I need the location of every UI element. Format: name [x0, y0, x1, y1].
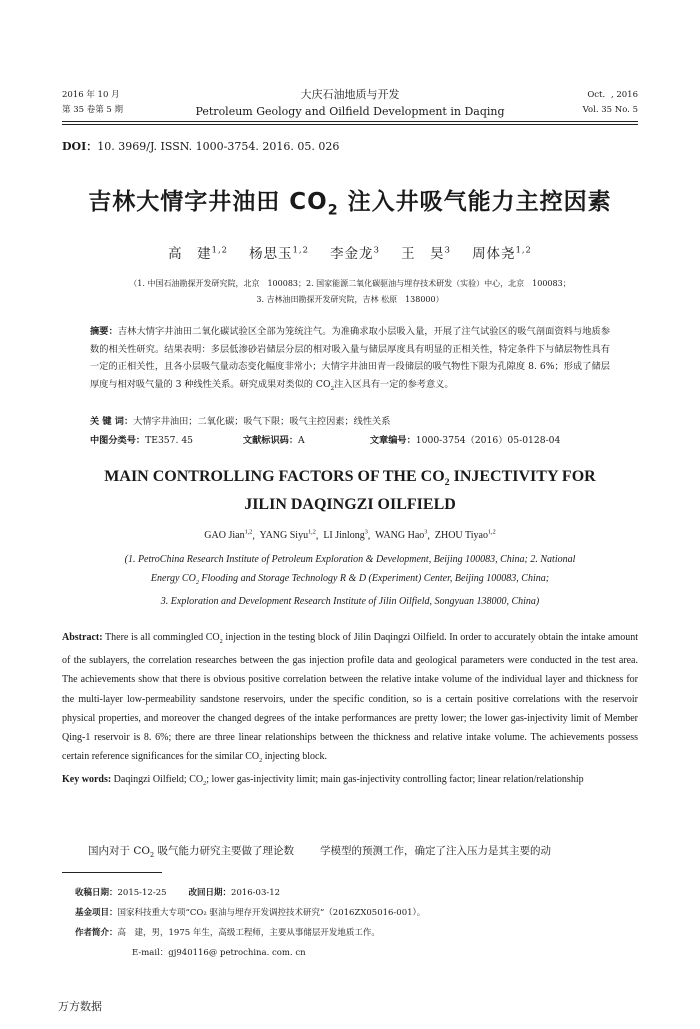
article-no-label: 文章编号： — [369, 435, 416, 446]
journal-name-en: Petroleum Geology and Oilfield Development in Daqing — [195, 105, 505, 118]
author-cn: 王 昊$^3$ — [401, 244, 451, 262]
body-column-right: 学模型的预测工作，确定了注入压力是其主要的动 — [319, 845, 551, 857]
author-cn: 周体尧$^{1,2}$ — [472, 244, 532, 262]
author-en: LI Jinlong$^3$ — [323, 529, 368, 542]
watermark-text: 万方数据 — [58, 1000, 102, 1013]
footnote-dates: 收稿日期：2015-12-25 改回日期：2016-03-12 — [75, 888, 281, 898]
affiliation-cn-line1: （1. 中国石油勘探开发研究院，北京 100083；2. 国家能源二氧化碳驱油与埋存技术研发（实验）中心，北京 100083； — [129, 279, 571, 288]
abstract-cn-text: 吉林大情字井油田二氧化碳试验区全部为笼统注气。为准确求取小层吸入量，开展了注气试验区的吸气剖面资料与地质参数的相关性研究。结果表明：多层低渗砂岩储层分层的相对吸入量与储层厚度具有明显的正相关性，特定条件下与储层物性具有一定的正相关性，且各小层吸气量动态变化幅度非常小；大情字井油田青一段储层的吸气物性下限为孔隙度 8. 6%；形成了储层厚度与相对吸气量的 3 种线性关系。研究成果对类似的 CO — [90, 326, 611, 390]
clc-value: TE357. 45 — [145, 435, 194, 446]
header-volume-cn: 第 35 卷第 5 期 — [62, 105, 124, 115]
footnote-rule — [62, 872, 162, 873]
keywords-cn-text: 大情字井油田；二氧化碳；吸气下限；吸气主控因素；线性关系 — [133, 416, 391, 427]
body-column-left: 国内对于 $CO_2$ 吸气能力研究主要做了理论数 — [88, 845, 294, 860]
footnotes — [75, 883, 635, 963]
author-en: YANG Siyu$^{1,2}$ — [259, 529, 316, 542]
title-cn-part1: 吉林大情字井油田 CO — [88, 189, 328, 215]
authors-en: GAO Jian$^{1,2}$, YANG Siyu$^{1,2}$, LI Jinlong$^3$, WANG Hao$^3$, ZHOU Tiyao$^{1,2}$ — [204, 529, 496, 542]
journal-name-cn: 大庆石油地质与开发 — [300, 88, 400, 101]
affiliation-cn-line2: 3. 吉林油田勘探开发研究院，吉林 松原 138000） — [256, 295, 444, 304]
author-en: WANG Hao$^3$ — [375, 529, 428, 542]
header-date-en: Oct．, 2016 — [587, 90, 638, 100]
header-date-cn: 2016 年 10 月 — [62, 90, 120, 100]
author-en: GAO Jian$^{1,2}$ — [204, 529, 253, 542]
author-cn: 杨思玉$^{1,2}$ — [249, 244, 309, 262]
doi-value: 10. 3969/J. ISSN. 1000-3754. 2016. 05. 026 — [97, 140, 340, 153]
affiliations-cn — [0, 276, 700, 308]
classification-cn — [90, 432, 620, 446]
title-en-line2: JILIN DAQINGZI OILFIELD — [244, 496, 456, 514]
author-cn: 高 建$^{1,2}$ — [168, 244, 228, 262]
abstract-en: Abstract: There is all commingled $CO_2$ injection in the testing block of Jilin Daqingzi Oilfield. In order to accurately obtain the intake amount of the sublayers, the correlation researches between the gas injection profile data and geological parameters were conducted in the test area. The achievements show that there is obvious positive correlation between the relative intake volume of the individual layer and thickness for the multi-layer low-permeability sandstone reservoirs, under the specific condition, so is a certain positive correlations with the reservoir physical properties, and moreover the changed degrees of the intake performances are pretty lower; the lower gas-injectivity limit of Member Qing-1 reservoir is 8. 6%; there are three linear relationships between the thickness and relative intake volume. The achievements possess certain reference significances for the similar $CO_2$ injecting block. Key words: Daqingzi Oilfield; $CO_2$; lower gas-injectivity limit; main gas-injectivity controlling factor; linear relation/relationship — [62, 632, 638, 788]
doi-line — [62, 138, 339, 154]
title-en: MAIN CONTROLLING FACTORS OF THE $CO_2$ INJECTIVITY FOR JILIN DAQINGZI OILFIELD — [0, 466, 700, 516]
body-first-line — [88, 843, 648, 859]
abstract-en-label: Abstract: — [62, 632, 103, 643]
doc-code-label: 文献标识码： — [242, 435, 299, 446]
affiliation-en-line1: (1. PetroChina Research Institute of Petroleum Exploration & Development, Beijing 100083, China; 2. National — [124, 554, 576, 565]
author-cn: 李金龙$^3$ — [330, 244, 380, 262]
footnote-fund: 基金项目：国家科技重大专项“CO₂ 驱油与埋存开发调控技术研究”（2016ZX05016-001）。 — [75, 908, 426, 918]
header-rule-bottom — [62, 124, 638, 125]
keywords-cn-label: 关 键 词： — [90, 416, 134, 427]
keywords-en-label: Key words: — [62, 774, 112, 786]
title-en-line1: MAIN CONTROLLING FACTORS OF THE CO — [104, 468, 445, 485]
keywords-cn — [90, 413, 620, 427]
doi-label: DOI： — [62, 140, 98, 153]
affiliation-en-line2: Energy $CO_2$ Flooding and Storage Technology R & D (Experiment) Center, Beijing 100083, China; — [150, 573, 550, 586]
author-en: ZHOU Tiyao$^{1,2}$ — [434, 529, 496, 542]
authors-cn — [0, 242, 700, 262]
doc-code-value: A — [298, 435, 305, 446]
abstract-cn: 摘要：吉林大情字井油田二氧化碳试验区全部为笼统注气。为准确求取小层吸入量，开展了注气试验区的吸气剖面资料与地质参数的相关性研究。结果表明：多层低渗砂岩储层分层的相对吸入量与储层厚度具有明显的正相关性，特定条件下与储层物性具有一定的正相关性，且各小层吸气量动态变化幅度非常小；大情字井油田青一段储层的吸气物性下限为孔隙度 8. 6%；形成了储层厚度与相对吸气量的 3 种线性关系。研究成果对类似的 $CO_2$注入区具有一定的参考意义。 — [90, 326, 611, 392]
header-issue-en — [583, 88, 638, 118]
title-cn-part2: 注入井吸气能力主控因素 — [338, 189, 612, 215]
title-cn-sub: 2 — [327, 202, 339, 219]
header-rule-top — [62, 121, 638, 122]
abstract-en-text: There is all commingled CO — [102, 632, 220, 643]
affiliation-en-line3: 3. Exploration and Development Research Institute of Jilin Oilfield, Songyuan 138000, China) — [160, 596, 540, 607]
title-cn — [0, 183, 700, 219]
abstract-cn-label: 摘要： — [90, 326, 118, 337]
affiliations-en — [80, 550, 620, 611]
keywords-en: Key words: Daqingzi Oilfield; $CO_2$; lower gas-injectivity limit; main gas-injectivity controlling factor; linear relation/relationship — [62, 774, 584, 788]
article-no-value: 1000-3754（2016）05-0128-04 — [415, 435, 561, 446]
footnote-author: 作者简介：高 建，男，1975 年生，高级工程师，主要从事储层开发地质工作。 — [75, 928, 380, 938]
footnote-email: E-mail：gj940116@ petrochina. com. cn — [132, 948, 306, 958]
clc-label: 中图分类号： — [90, 435, 146, 446]
header-volume-en: Vol. 35 No. 5 — [582, 105, 638, 115]
